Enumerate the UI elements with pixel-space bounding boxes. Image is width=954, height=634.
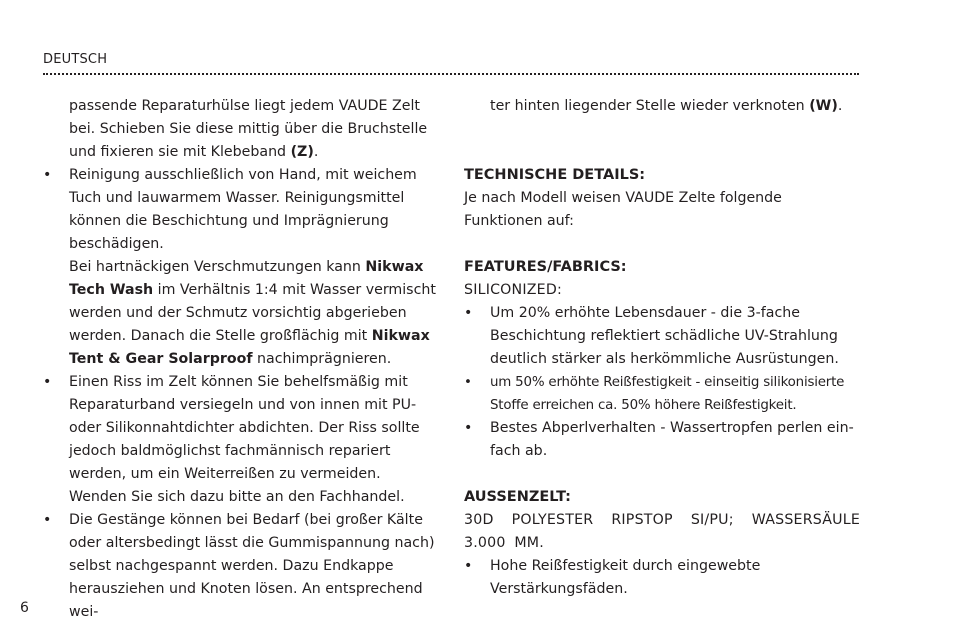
list-item: • um 50% erhöhte Reißfestigkeit - einseitig silikonisierte Stoffe erreichen ca. 50% höhere Reißfestigkeit. [464,371,860,417]
right-column [464,95,860,601]
aussenzelt-list [464,555,860,601]
figure-ref-z: (Z) [290,144,314,160]
dotted-divider [43,73,859,75]
fabric-spec: 30D POLYESTER RIPSTOP SI/PU; WASSERSÄULE 3.000 MM. [464,512,860,551]
section-label: DEUTSCH [43,52,108,67]
list-item: • Bestes Abperlverhalten - Wassertropfen perlen ein- fach ab. [464,417,860,463]
care-list [43,164,438,624]
list-item-poles: • Die Gestänge können bei Bedarf (bei großer Kälte oder altersbedingt lässt die Gummispannung nach) selbst nachgespannt werden. Dazu Endkappe herausziehen und Knoten lösen. An entsprechend wei- [43,509,438,624]
product-name: Nikwax Tech Wash [69,259,424,298]
list-item-repair: • Einen Riss im Zelt können Sie behelfsmäßig mit Reparaturband versiegeln und von innen mit PU- oder Silikonnahtdichter abdichten. Der Riss sollte jedoch baldmöglichst fachmännisch repariert werden, um ein Weiterreißen zu vermeiden. Wenden Sie sich dazu bitte an den Fachhandel. [43,371,438,509]
continued-paragraph: ter hinten liegender Stelle wieder verknoten (W). [490,98,843,114]
continued-paragraph: passende Reparaturhülse liegt jedem VAUDE Zelt bei. Schieben Sie diese mittig über die Bruchstelle und fixieren sie mit Klebeband (Z). [69,98,428,160]
figure-ref-w: (W) [809,98,838,114]
product-name: Nikwax Tent & Gear Solarproof [69,328,430,367]
list-item-cleaning: • Reinigung ausschließlich von Hand, mit weichem Tuch und lauwarmem Wasser. Reinigungsmittel können die Beschichtung und Imprägnierung beschädigen. Bei hartnäckigen Verschmutzungen kann Nikwax Tech Wash im Verhältnis 1:4 mit Wasser vermischt werden und der Schmutz vorsichtig abgerieben werden. Danach die Stelle großflächig mit Nikwax Tent & Gear Solarproof nachimprägnieren. [43,164,438,371]
list-item: • Um 20% erhöhte Lebensdauer - die 3-fache Beschichtung reflektiert schädliche UV-Strahlung deutlich stärker als herkömmliche Ausrüstungen. [464,302,860,371]
subheading-siliconized: SILICONIZED: [464,282,562,298]
heading-aussenzelt: AUSSENZELT: [464,489,571,505]
features-list [464,302,860,463]
left-column [43,95,438,624]
heading-technical-details: TECHNISCHE DETAILS: [464,167,646,183]
tech-intro-text: Je nach Modell weisen VAUDE Zelte folgende Funktionen auf: [464,190,782,229]
page-number: 6 [20,600,29,616]
list-item: • Hohe Reißfestigkeit durch eingewebte Verstärkungsfäden. [464,555,860,601]
heading-features-fabrics: FEATURES/FABRICS: [464,259,627,275]
